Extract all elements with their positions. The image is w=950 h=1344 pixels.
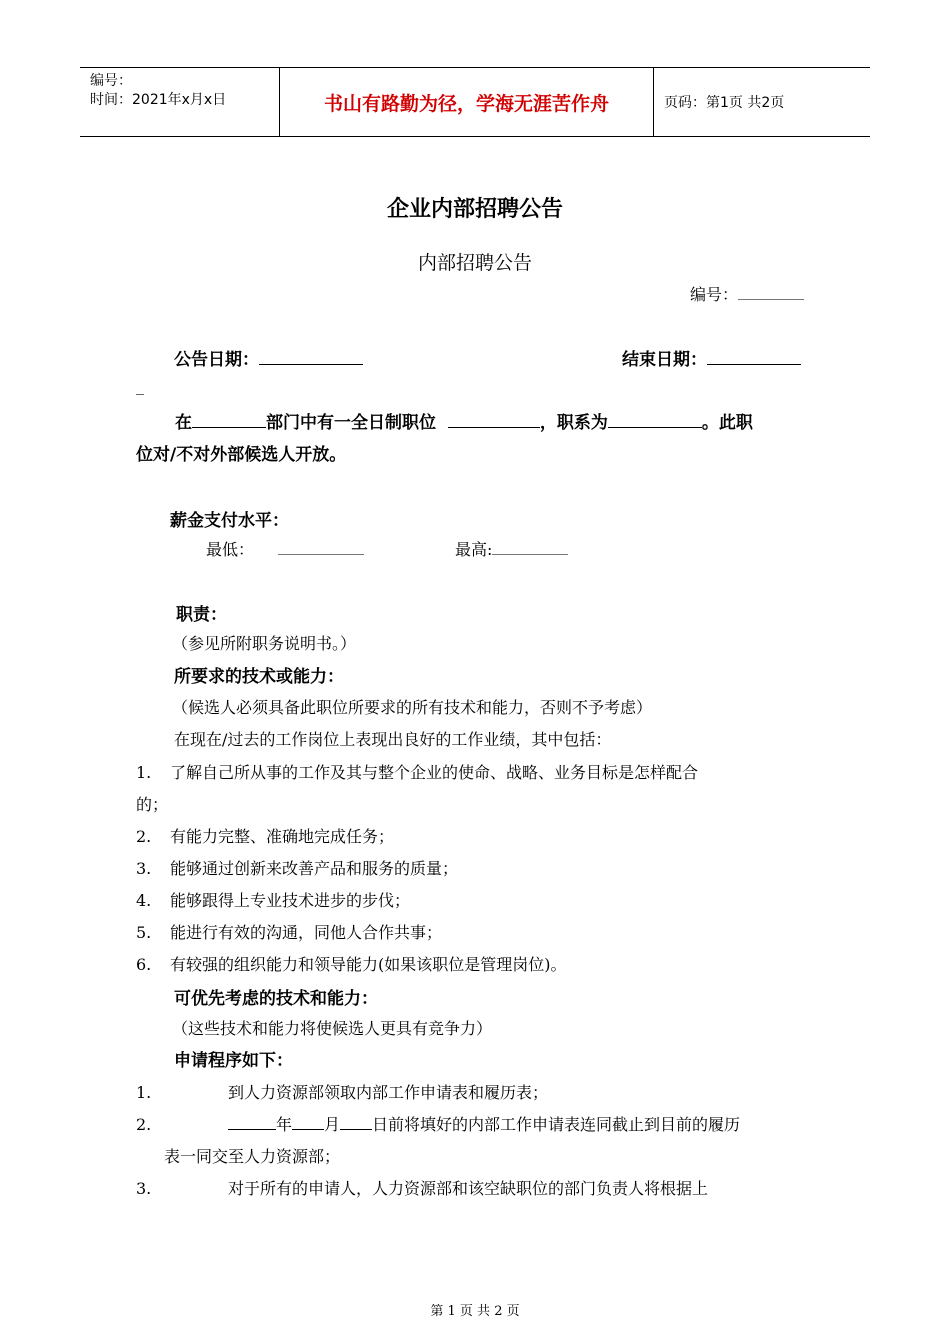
position-line-2: 位对/不对外部候选人开放。 bbox=[136, 445, 347, 465]
salary-max-blank bbox=[492, 540, 568, 555]
procedure-item-2 bbox=[136, 1112, 740, 1135]
skills-item-1-cont: 的； bbox=[136, 795, 169, 814]
salary-max-field bbox=[455, 537, 568, 560]
list-item-number: 4. bbox=[136, 891, 152, 910]
department-blank bbox=[192, 413, 266, 428]
salary-min-label: 最低： bbox=[206, 540, 255, 559]
position-text-1: 在 bbox=[175, 413, 192, 433]
procedure-item-2-cont: 表一同交至人力资源部； bbox=[164, 1147, 341, 1166]
end-date-blank bbox=[707, 350, 801, 365]
list-item-text: 有较强的组织能力和领导能力(如果该职位是管理岗位)。 bbox=[170, 955, 567, 974]
salary-max-label: 最高: bbox=[455, 540, 493, 559]
header-motto: 书山有路勤为径，学海无涯苦作舟 bbox=[280, 68, 654, 136]
header-page-info: 页码：第1页 共2页 bbox=[664, 95, 785, 111]
header-left-cell bbox=[80, 68, 280, 136]
list-item-number: 1. bbox=[136, 763, 152, 782]
list-item-text: 能进行有效的沟通，同他人合作共事； bbox=[170, 923, 443, 942]
salary-min-field bbox=[206, 537, 364, 560]
list-item-number: 1. bbox=[136, 1083, 152, 1102]
announce-date-field bbox=[174, 345, 363, 370]
number-blank bbox=[738, 285, 804, 300]
preferred-label: 可优先考虑的技术和能力： bbox=[174, 989, 378, 1009]
page-footer: 第 1 页 共 2 页 bbox=[430, 1304, 520, 1319]
list-item-text: 有能力完整、准确地完成任务； bbox=[170, 827, 395, 846]
document-title: 企业内部招聘公告 bbox=[386, 197, 563, 222]
end-date-field bbox=[622, 345, 801, 370]
salary-label: 薪金支付水平： bbox=[170, 511, 289, 531]
skills-item-3 bbox=[136, 856, 458, 879]
position-text-2: 部门中有一全日制职位 bbox=[266, 413, 436, 433]
month-blank bbox=[292, 1115, 324, 1130]
skills-item-2 bbox=[136, 824, 394, 847]
skills-note: （候选人必须具备此职位所要求的所有技术和能力，否则不予考虑） bbox=[172, 698, 653, 717]
skills-item-5 bbox=[136, 920, 442, 943]
position-blank bbox=[448, 413, 540, 428]
list-item-text: 了解自己所从事的工作及其与整个企业的使命、战略、业务目标是怎样配合 bbox=[170, 763, 699, 782]
stray-mark: _ bbox=[136, 376, 144, 395]
preferred-note: （这些技术和能力将使候选人更具有竞争力） bbox=[172, 1019, 493, 1038]
skills-intro: 在现在/过去的工作岗位上表现出良好的工作业绩，其中包括： bbox=[174, 730, 612, 749]
header-number-label: 编号： bbox=[90, 73, 132, 89]
list-item-text: 到人力资源部领取内部工作申请表和履历表； bbox=[228, 1083, 549, 1102]
day-blank bbox=[340, 1115, 372, 1130]
skills-label: 所要求的技术或能力： bbox=[174, 667, 344, 687]
position-text-3: ，职系为 bbox=[539, 413, 608, 433]
list-item-number: 2. bbox=[136, 827, 152, 846]
list-item-text: 能够跟得上专业技术进步的步伐； bbox=[170, 891, 411, 910]
procedure-item-3 bbox=[136, 1176, 708, 1199]
list-item-number: 2. bbox=[136, 1115, 152, 1134]
duties-label: 职责： bbox=[176, 605, 227, 625]
month-label: 月 bbox=[324, 1115, 341, 1134]
list-item-text: 能够通过创新来改善产品和服务的质量； bbox=[170, 859, 459, 878]
procedure-item-1 bbox=[136, 1080, 548, 1103]
end-date-label: 结束日期： bbox=[622, 350, 707, 370]
skills-item-6 bbox=[136, 952, 567, 975]
announce-date-label: 公告日期： bbox=[174, 350, 259, 370]
page-header bbox=[80, 67, 870, 137]
skills-item-1 bbox=[136, 760, 698, 783]
year-blank bbox=[228, 1115, 276, 1130]
number-label: 编号： bbox=[690, 285, 739, 304]
position-text-4: 。此职 bbox=[701, 413, 753, 433]
document-subtitle: 内部招聘公告 bbox=[417, 252, 532, 274]
list-item-text: 对于所有的申请人，人力资源部和该空缺职位的部门负责人将根据上 bbox=[228, 1179, 709, 1198]
position-line-1 bbox=[175, 408, 753, 433]
skills-item-4 bbox=[136, 888, 410, 911]
duties-note: （参见所附职务说明书。） bbox=[172, 634, 357, 653]
list-item-number: 6. bbox=[136, 955, 152, 974]
announce-date-blank bbox=[259, 350, 363, 365]
procedure-label: 申请程序如下： bbox=[174, 1051, 293, 1071]
salary-min-blank bbox=[278, 540, 364, 555]
list-item-text: 日前将填好的内部工作申请表连同截止到目前的履历 bbox=[372, 1115, 741, 1134]
job-family-blank bbox=[608, 413, 702, 428]
header-time-label: 时间：2021年x月x日 bbox=[90, 92, 227, 108]
number-field bbox=[690, 282, 804, 305]
year-label: 年 bbox=[276, 1115, 293, 1134]
list-item-number: 5. bbox=[136, 923, 152, 942]
list-item-number: 3. bbox=[136, 859, 152, 878]
list-item-number: 3. bbox=[136, 1179, 152, 1198]
